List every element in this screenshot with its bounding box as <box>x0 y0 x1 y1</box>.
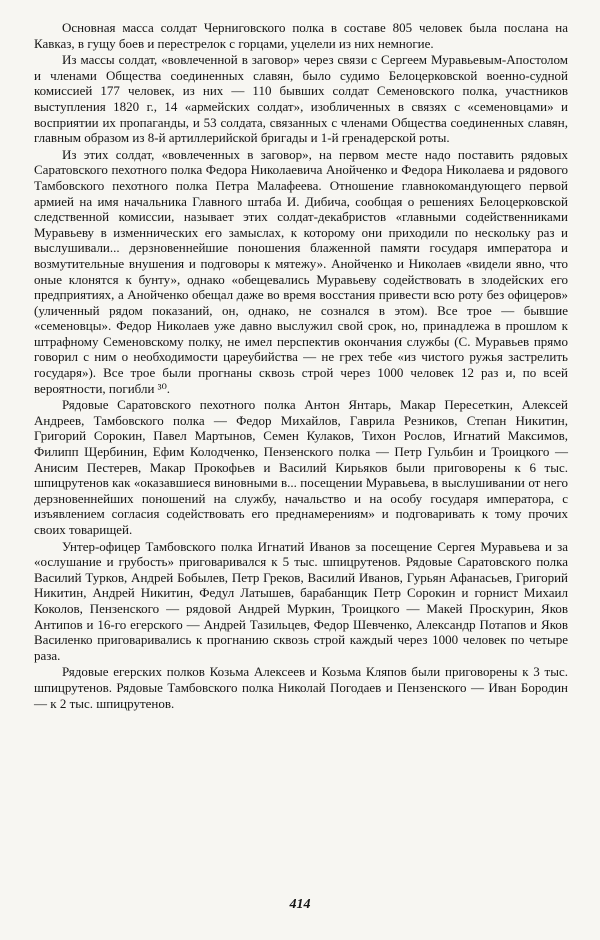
paragraph-3: Из этих солдат, «вовлеченных в заговор», на первом месте надо поставить рядовых Саратовского пехотного полка Федора Николаевича Анойченко и Федора Николаева и рядового Тамбовского пехотного полка Петра Малафеева. Отношение главнокомандующего первой армией на имя начальника Главного штаба И. Дибича, сообщая о решениях Белоцерковской следственной комиссии, называет этих солдат-декабристов «главными содейственниками Муравьеву в изменнических его замыслах, к которому они приходили по нескольку раз и выслушивали... дерзновеннейшие поношения блаженной памяти государя императора и возмутительные внушения и подговоры к мятежу». Анойченко и Николаев «видели явно, что оные клонятся к бунту», однако «обещевались Муравьеву содействовать в злодейских его предприятиях, а Анойченко обещал даже во время восстания привести всю роту без офицеров» (уличенный рядом показаний, он, однако, не сознался в этом). Все трое — бывшие «семеновцы». Федор Николаев уже давно выслужил свой срок, но, принадлежа в прошлом к штрафному Семеновскому полку, не имел перспектив окончания службы (С. Муравьев прямо говорил с ним о необходимости цареубийства — не грех тебе «из чистого ружья застрелить государя»). Все трое были прогнаны сквозь строй через 1000 человек 12 раз и, по всей вероятности, погибли ³⁰. <box>34 146 568 396</box>
page-number: 414 <box>289 897 311 912</box>
paragraph-2: Из массы солдат, «вовлеченной в заговор» через связи с Сергеем Муравьевым-Апостолом и членами Общества соединенных славян, было судимо Белоцерковской военно-судной комиссией 177 человек, из них — 110 бывших солдат Семеновского полка, участников выступления 1820 г., 14 «армейских солдат», изобличенных в связях с «семеновцами» и восприятии их пропаганды, и 53 солдата, связанных с членами Общества соединенных славян, главным образом из 8-й артиллерийской бригады и 1-й гренадерской роты. <box>34 52 568 146</box>
page-text <box>34 20 568 711</box>
paragraph-5: Унтер-офицер Тамбовского полка Игнатий Иванов за посещение Сергея Муравьева и за «ослушание и грубость» приговаривался к 5 тыс. шпицрутенов. Рядовые Саратовского полка Василий Турков, Андрей Бобылев, Петр Греков, Василий Иванов, Гурьян Афанасьев, Григорий Никитин, Андрей Никитин, Федул Латышев, барабанщик Петр Сорокин и горнист Михаил Коколов, Пензенского — рядовой Андрей Муркин, Троицкого — Макей Проскурин, Яков Антипов и 16-го егерского — Андрей Тазильцев, Федор Шевченко, Александр Потапов и Яков Василенко приговаривались к прогнанию сквозь строй каждый через 1000 человек по четыре раза. <box>34 538 568 663</box>
paragraph-1: Основная масса солдат Черниговского полка в составе 805 человек была послана на Кавказ, в гущу боев и перестрелок с горцами, уцелели из них немногие. <box>34 20 568 51</box>
paragraph-6: Рядовые егерских полков Козьма Алексеев и Козьма Кляпов были приговорены к 3 тыс. шпицрутенов. Рядовые Тамбовского полка Николай Погодаев и Пензенского — Иван Бородин — к 2 тыс. шпицрутенов. <box>34 664 568 711</box>
paragraph-4: Рядовые Саратовского пехотного полка Антон Янтарь, Макар Пересеткин, Алексей Андреев, Тамбовского полка — Федор Михайлов, Гаврила Резников, Степан Никитин, Григорий Сорокин, Павел Мартынов, Семен Кулаков, Тихон Рослов, Игнатий Максимов, Филипп Щербинин, Ефим Колодченко, Пензенского полка — Петр Гульбин и Троицкого — Анисим Пестерев, Макар Прокофьев и Василий Кирьяков были приговорены к 6 тыс. шпицрутенов как «оказавшиеся виновными в... посещении Муравьева, в выслушивании от него дерзновеннейших поношений на службу, начальство и на особу государя императора, с изъявлением согласия содействовать его преднамерениям» и подговаривать к тому прочих своих товарищей. <box>34 397 568 537</box>
